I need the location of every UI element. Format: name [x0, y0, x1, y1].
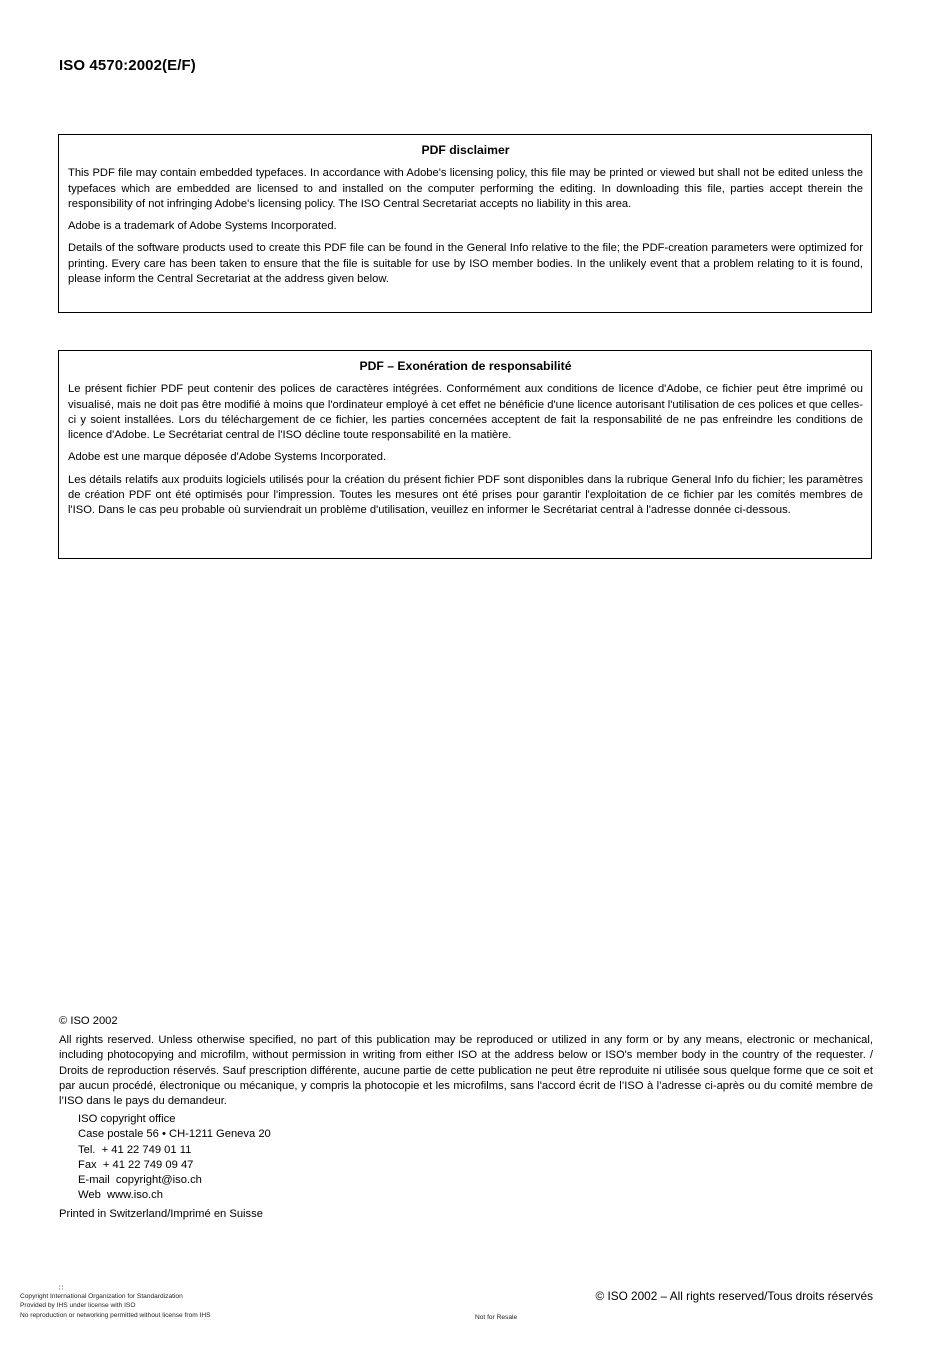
printed-in-text: Printed in Switzerland/Imprimé en Suisse — [59, 1208, 263, 1221]
rights-reserved-text: All rights reserved. Unless otherwise specified, no part of this publication may be reproduced or utilized in any form or by any means, electronic or mechanical, including photocopying and microfilm, without permission in writing from either ISO at the address below or ISO's member body in the country of the requester. / Droits de reproduction réservés. Sauf prescription différente, aucune partie de cette publication ne peut être reproduite ni utilisée sous quelque forme que ce soit et par aucun procédé, électronique ou mécanique, y compris la photocopie et les microfilms, sans l'accord écrit de l’ISO à l’adresse ci-après ou du comité membre de l’ISO dans le pays du demandeur. — [59, 1034, 873, 1108]
license-footer — [20, 1286, 211, 1320]
not-for-resale-label: Not for Resale — [475, 1314, 518, 1321]
pdf-disclaimer-fr-box — [58, 350, 872, 559]
disclaimer-fr-paragraph-2: Adobe est une marque déposée d'Adobe Systems Incorporated. — [68, 451, 387, 464]
disclaimer-en-paragraph-2: Adobe is a trademark of Adobe Systems Incorporated. — [68, 220, 337, 233]
copyright-notice: © ISO 2002 — [59, 1015, 118, 1027]
disclaimer-fr-paragraph-3: Les détails relatifs aux produits logiciels utilisés pour la création du présent fichier PDF sont disponibles dans la rubrique General Info du fichier; les paramètres de création PDF ont été optimisés pour l'impression. Toutes les mesures ont été prises pour garantir l'exploitation de ce fichier par les comités membres de l'ISO. Dans le cas peu probable où surviendrait un problème d'utilisation, veuillez en informer le Secrétariat central à l'adresse donnée ci-dessous. — [68, 473, 863, 517]
address-web: Web www.iso.ch — [78, 1189, 163, 1202]
disclaimer-fr-paragraph-1: Le présent fichier PDF peut contenir des polices de caractères intégrées. Conformément aux conditions de licence d'Adobe, ce fichier peut être imprimé ou visualisé, mais ne doit pas être modifié à moins que l'ordinateur employé à cet effet ne bénéficie d'une licence autorisant l'utilisation de ces polices et que celles-ci y soient installées. Lors du téléchargement de ce fichier, les parties concernées acceptent de fait la responsabilité de ne pas enfreindre les conditions de licence d'Adobe. Le Secrétariat central de l'ISO décline toute responsabilité en la matière. — [68, 383, 863, 442]
pdf-disclaimer-en-box — [58, 134, 872, 313]
pdf-disclaimer-en-title: PDF disclaimer — [421, 143, 510, 157]
license-line: Copyright International Organization for Standardization — [20, 1293, 183, 1300]
dots-mark-icon: ∷ — [59, 1285, 64, 1292]
address-fax: Fax + 41 22 749 09 47 — [78, 1158, 194, 1171]
disclaimer-en-paragraph-3: Details of the software products used to create this PDF file can be found in the General Info relative to the file; the PDF-creation parameters were optimized for printing. Every care has been taken to ensure that the file is suitable for use by ISO member bodies. In the unlikely event that a problem relating to it is found, please inform the Central Secretariat at the address given below. — [68, 242, 863, 286]
address-line: ISO copyright office — [78, 1113, 176, 1126]
pdf-disclaimer-fr-title: PDF – Exonération de responsabilité — [359, 359, 572, 373]
copyright-section — [59, 1014, 873, 1223]
iso-address-block — [78, 1112, 873, 1203]
address-phone: Tel. + 41 22 749 01 11 — [78, 1143, 192, 1156]
license-line: Provided by IHS under license with ISO — [20, 1302, 136, 1310]
license-line: No reproduction or networking permitted without license from IHS — [20, 1311, 211, 1319]
address-email: E-mail copyright@iso.ch — [78, 1174, 202, 1187]
footer-rights-reserved: © ISO 2002 – All rights reserved/Tous droits réservés — [595, 1289, 873, 1303]
document-id-header: ISO 4570:2002(E/F) — [59, 57, 196, 74]
disclaimer-en-paragraph-1: This PDF file may contain embedded typefaces. In accordance with Adobe's licensing policy, this file may be printed or viewed but shall not be edited unless the typefaces which are embedded are licensed to and installed on the computer performing the editing. In downloading this file, parties accept therein the responsibility of not infringing Adobe's licensing policy. The ISO Central Secretariat accepts no liability in this area. — [68, 167, 863, 210]
side-margin-mark — [902, 272, 910, 372]
address-line: Case postale 56 • CH-1211 Geneva 20 — [78, 1128, 271, 1141]
